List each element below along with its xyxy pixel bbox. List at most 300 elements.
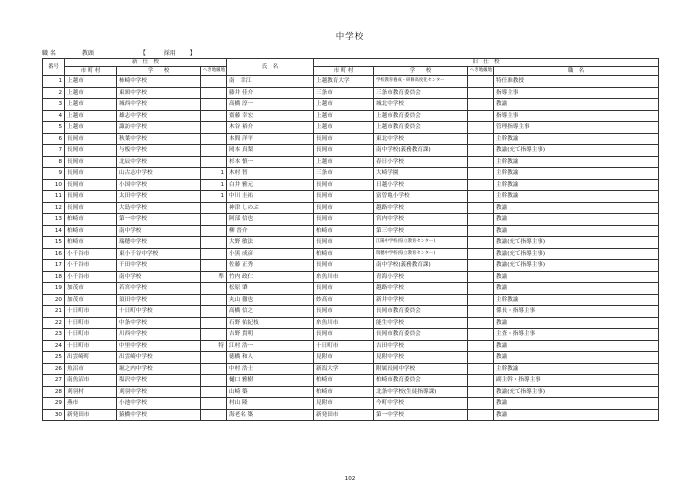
old-remote (468, 237, 494, 249)
new-remote (201, 110, 227, 122)
old-remote (468, 294, 494, 306)
teacher-name: 神津 しのぶ (227, 202, 314, 214)
row-number: 27 (43, 375, 65, 387)
table-row (43, 122, 659, 134)
old-school: 南中学校(義務教育課) (374, 260, 468, 272)
old-school: 春日小学校 (374, 156, 468, 168)
teacher-name: 杉本 慎一 (227, 156, 314, 168)
row-number: 3 (43, 99, 65, 111)
new-remote (201, 294, 227, 306)
old-city: 新発田市 (314, 409, 374, 421)
old-remote (468, 156, 494, 168)
old-position: 係長・指導主事 (494, 306, 659, 318)
old-remote (468, 329, 494, 341)
old-school: 新井中学校 (374, 294, 468, 306)
old-position: 特任准教授 (494, 76, 659, 88)
new-school: 刈羽中学校 (117, 386, 201, 398)
row-number: 1 (43, 76, 65, 88)
old-remote (468, 122, 494, 134)
old-position: 管理指導主事 (494, 122, 659, 134)
row-number: 7 (43, 145, 65, 157)
table-row (43, 191, 659, 203)
old-position: 教諭(充て指導主事) (494, 237, 659, 249)
new-city: 加茂市 (65, 283, 117, 295)
new-remote (201, 99, 227, 111)
table-row (43, 214, 659, 226)
new-school: 出雲崎中学校 (117, 352, 201, 364)
teacher-name: 山崎 築 (227, 386, 314, 398)
row-number: 2 (43, 87, 65, 99)
old-city: 長岡市 (314, 260, 374, 272)
new-remote: 1 (201, 179, 227, 191)
header-city: 市 町 村 (65, 67, 117, 76)
new-school: 与板中学校 (117, 145, 201, 157)
new-school: 若宮中学校 (117, 283, 201, 295)
old-city: 長岡市 (314, 145, 374, 157)
teacher-name: 木谷 裕介 (227, 122, 314, 134)
old-remote (468, 352, 494, 364)
teacher-name: 高橋 淳一 (227, 99, 314, 111)
new-city: 長岡市 (65, 145, 117, 157)
new-school: 南中学校 (117, 225, 201, 237)
old-school: 附属長岡中学校 (374, 363, 468, 375)
old-position: 主幹教諭 (494, 179, 659, 191)
table-row (43, 363, 659, 375)
old-remote (468, 214, 494, 226)
new-remote (201, 202, 227, 214)
new-school: 小池中学校 (117, 398, 201, 410)
old-school: 上越市教育委員会 (374, 122, 468, 134)
teacher-name: 阿部 信也 (227, 214, 314, 226)
bracket-open: 【 (139, 50, 146, 57)
old-school: 柏崎市教育委員会 (374, 375, 468, 387)
old-city: 柏崎市 (314, 375, 374, 387)
old-school: 三条市教育委員会 (374, 87, 468, 99)
new-school: 第一中学校 (117, 214, 201, 226)
old-position: 教諭 (494, 271, 659, 283)
old-position: 主幹教諭 (494, 168, 659, 180)
old-city: 糸魚川市 (314, 271, 374, 283)
old-city: 新潟大学 (314, 363, 374, 375)
row-number: 13 (43, 214, 65, 226)
new-city: 小千谷市 (65, 271, 117, 283)
info-row (42, 48, 196, 57)
table-row (43, 409, 659, 421)
new-school: 太田中学校 (117, 191, 201, 203)
old-city: 上越市 (314, 122, 374, 134)
new-city: 長岡市 (65, 191, 117, 203)
new-school: 大島中学校 (117, 202, 201, 214)
new-city: 長岡市 (65, 179, 117, 191)
table-row (43, 145, 659, 157)
old-position: 教諭 (494, 340, 659, 352)
old-position: 主査・指導主事 (494, 329, 659, 341)
new-remote (201, 386, 227, 398)
table-row (43, 133, 659, 145)
new-city: 南魚沼市 (65, 375, 117, 387)
roster-body (43, 76, 659, 421)
old-school: 南中学校(義務教育課) (374, 145, 468, 157)
new-remote (201, 317, 227, 329)
old-position: 教諭 (494, 398, 659, 410)
table-row (43, 76, 659, 88)
old-city: 三条市 (314, 168, 374, 180)
row-number: 5 (43, 122, 65, 134)
new-city: 柏崎市 (65, 237, 117, 249)
old-school: 城北中学校 (374, 99, 468, 111)
new-school: 中条中学校 (117, 317, 201, 329)
new-city: 長岡市 (65, 168, 117, 180)
row-number: 20 (43, 294, 65, 306)
new-city: 長岡市 (65, 133, 117, 145)
old-remote (468, 398, 494, 410)
old-remote (468, 271, 494, 283)
new-city: 長岡市 (65, 156, 117, 168)
old-position: 教諭(充て指導主事) (494, 145, 659, 157)
old-city: 長岡市 (314, 191, 374, 203)
teacher-name: 海老名 築 (227, 409, 314, 421)
row-number: 17 (43, 260, 65, 272)
new-remote: 1 (201, 191, 227, 203)
old-remote (468, 145, 494, 157)
table-row (43, 329, 659, 341)
teacher-name: 本間 洋平 (227, 133, 314, 145)
new-remote (201, 306, 227, 318)
old-school: 長岡市教育委員会 (374, 329, 468, 341)
category-value: 採用 (163, 50, 176, 57)
old-city: 十日町市 (314, 340, 374, 352)
header-old-remote: へき地級地 (468, 67, 494, 76)
old-position: 主幹教諭 (494, 363, 659, 375)
old-school: 瑞穂中学校(県立教育センター) (374, 248, 468, 260)
teacher-name: 岡本 真梨 (227, 145, 314, 157)
teacher-name: 大野 敏法 (227, 237, 314, 249)
old-city: 上越教育大学 (314, 76, 374, 88)
table-row (43, 156, 659, 168)
old-remote (468, 225, 494, 237)
page-title: 中学校 (335, 32, 365, 42)
new-school: 川西中学校 (117, 329, 201, 341)
teacher-name: 竹内 政仁 (227, 271, 314, 283)
new-remote (201, 398, 227, 410)
old-position: 教諭 (494, 202, 659, 214)
new-school: 瑞穂中学校 (117, 237, 201, 249)
table-row (43, 283, 659, 295)
new-school: 塩沢中学校 (117, 375, 201, 387)
row-number: 21 (43, 306, 65, 318)
new-city: 上越市 (65, 76, 117, 88)
old-remote (468, 191, 494, 203)
new-remote (201, 133, 227, 145)
old-position: 主幹教諭 (494, 156, 659, 168)
row-number: 6 (43, 133, 65, 145)
row-number: 14 (43, 225, 65, 237)
old-school: 上越市教育委員会 (374, 110, 468, 122)
row-number: 9 (43, 168, 65, 180)
row-number: 11 (43, 191, 65, 203)
new-city: 小千谷市 (65, 260, 117, 272)
new-school: 千田中学校 (117, 260, 201, 272)
new-remote (201, 409, 227, 421)
post-value: 教頭 (81, 50, 94, 57)
old-school: 学校教育養成・研修高度化センター (374, 76, 468, 88)
new-remote: 1 (201, 168, 227, 180)
teacher-name: 佐藤 正秀 (227, 260, 314, 272)
teacher-name: 村山 隆 (227, 398, 314, 410)
row-number: 10 (43, 179, 65, 191)
old-city: 長岡市 (314, 202, 374, 214)
old-position: 主幹教諭 (494, 191, 659, 203)
row-number: 29 (43, 398, 65, 410)
new-school: 城西中学校 (117, 99, 201, 111)
new-city: 十日町市 (65, 317, 117, 329)
new-city: 上越市 (65, 87, 117, 99)
old-school: 富曽亀小学校 (374, 191, 468, 203)
old-remote (468, 202, 494, 214)
new-city: 上越市 (65, 122, 117, 134)
old-school: 越路中学校 (374, 283, 468, 295)
old-position: 指導主事 (494, 87, 659, 99)
table-row (43, 179, 659, 191)
old-position: 副主幹・指導主事 (494, 375, 659, 387)
old-city: 上越市 (314, 110, 374, 122)
old-school: 今町中学校 (374, 398, 468, 410)
new-city: 柏崎市 (65, 214, 117, 226)
old-city: 長岡市 (314, 283, 374, 295)
new-school: 十日町中学校 (117, 306, 201, 318)
old-remote (468, 168, 494, 180)
teacher-name: 松原 肇 (227, 283, 314, 295)
old-school: 第一中学校 (374, 409, 468, 421)
teacher-name: 小黒 成彦 (227, 248, 314, 260)
page-number: 102 (344, 476, 356, 482)
new-school: 北辰中学校 (117, 156, 201, 168)
new-school: 雄志中学校 (117, 110, 201, 122)
old-remote (468, 248, 494, 260)
new-remote (201, 283, 227, 295)
header-old-city: 市 町 村 (314, 67, 374, 76)
old-city: 上越市 (314, 99, 374, 111)
old-city: 長岡市 (314, 214, 374, 226)
old-remote (468, 375, 494, 387)
old-city: 長岡市 (314, 237, 374, 249)
new-city: 柏崎市 (65, 225, 117, 237)
old-position: 教諭 (494, 99, 659, 111)
bracket-close: 】 (189, 50, 196, 57)
table-row (43, 386, 659, 398)
old-school: 宮内中学校 (374, 214, 468, 226)
row-number: 22 (43, 317, 65, 329)
old-position: 教諭 (494, 317, 659, 329)
old-remote (468, 99, 494, 111)
new-city: 上越市 (65, 99, 117, 111)
old-remote (468, 409, 494, 421)
new-school: 堀之内中学校 (117, 363, 201, 375)
new-school: 南中学校 (117, 271, 201, 283)
old-city: 上越市 (314, 156, 374, 168)
new-remote (201, 145, 227, 157)
old-position: 主幹教諭 (494, 294, 659, 306)
new-city: 出雲崎町 (65, 352, 117, 364)
old-city: 柏崎市 (314, 248, 374, 260)
table-row (43, 87, 659, 99)
old-city: 糸魚川市 (314, 317, 374, 329)
teacher-name: 藤井 佳介 (227, 87, 314, 99)
teacher-name: 中川 圭祐 (227, 191, 314, 203)
old-school: 北条中学校(生徒指導課) (374, 386, 468, 398)
old-position: 指導主事 (494, 110, 659, 122)
old-city: 長岡市 (314, 179, 374, 191)
new-remote (201, 260, 227, 272)
teacher-name: 石野 佑紀枝 (227, 317, 314, 329)
teacher-name: 徳橋 和人 (227, 352, 314, 364)
header-position: 職 名 (494, 67, 659, 76)
new-school: 東頸中学校 (117, 87, 201, 99)
new-remote (201, 214, 227, 226)
old-position: 教諭(充て指導主事) (494, 386, 659, 398)
new-remote (201, 122, 227, 134)
new-remote (201, 248, 227, 260)
new-remote (201, 352, 227, 364)
new-remote (201, 363, 227, 375)
teacher-name: 白井 雅元 (227, 179, 314, 191)
old-position: 教諭(充て指導主事) (494, 260, 659, 272)
header-school: 学 校 (117, 67, 201, 76)
old-remote (468, 306, 494, 318)
header-old-school-col: 学 校 (374, 67, 468, 76)
new-city: 新発田市 (65, 409, 117, 421)
header-new-school: 新 任 校 (65, 59, 227, 67)
table-row (43, 317, 659, 329)
row-number: 12 (43, 202, 65, 214)
table-row (43, 306, 659, 318)
teacher-name: 南 幸江 (227, 76, 314, 88)
old-school: 見附中学校 (374, 352, 468, 364)
old-remote (468, 363, 494, 375)
old-school: 東北中学校 (374, 133, 468, 145)
row-number: 18 (43, 271, 65, 283)
table-row (43, 248, 659, 260)
new-remote (201, 225, 227, 237)
new-city: 十日町市 (65, 329, 117, 341)
old-position: 主幹教諭 (494, 133, 659, 145)
teacher-name: 丸山 徹也 (227, 294, 314, 306)
old-school: 大崎学園 (374, 168, 468, 180)
table-row (43, 99, 659, 111)
old-remote (468, 283, 494, 295)
old-position: 教諭 (494, 352, 659, 364)
teacher-name: 中村 浩士 (227, 363, 314, 375)
table-row (43, 168, 659, 180)
old-city: 柏崎市 (314, 225, 374, 237)
old-city: 長岡市 (314, 133, 374, 145)
row-number: 23 (43, 329, 65, 341)
old-remote (468, 386, 494, 398)
old-city: 長岡市 (314, 329, 374, 341)
teacher-name: 柳 晋介 (227, 225, 314, 237)
old-remote (468, 260, 494, 272)
old-school: 越路中学校 (374, 202, 468, 214)
new-school: 柿崎中学校 (117, 76, 201, 88)
table-row (43, 237, 659, 249)
row-number: 30 (43, 409, 65, 421)
new-remote (201, 237, 227, 249)
old-school: 第三中学校 (374, 225, 468, 237)
old-position: 教諭 (494, 225, 659, 237)
old-city: 三条市 (314, 87, 374, 99)
old-city: 長岡市 (314, 306, 374, 318)
table-row (43, 340, 659, 352)
new-school: 小国中学校 (117, 179, 201, 191)
teacher-name: 江村 浩一 (227, 340, 314, 352)
row-number: 19 (43, 283, 65, 295)
new-city: 加茂市 (65, 294, 117, 306)
new-city: 十日町市 (65, 340, 117, 352)
teacher-name: 齋藤 幸宏 (227, 110, 314, 122)
old-position: 教諭 (494, 409, 659, 421)
new-school: 東小千谷中学校 (117, 248, 201, 260)
old-school: 青海小学校 (374, 271, 468, 283)
old-city: 妙高市 (314, 294, 374, 306)
row-number: 8 (43, 156, 65, 168)
new-city: 小千谷市 (65, 248, 117, 260)
row-number: 26 (43, 363, 65, 375)
row-number: 25 (43, 352, 65, 364)
table-row (43, 110, 659, 122)
old-position: 教諭(充て指導主事) (494, 248, 659, 260)
post-label: 職 名 (42, 50, 56, 57)
old-remote (468, 110, 494, 122)
teacher-name: 吉野 貴明 (227, 329, 314, 341)
new-school: 諏訪中学校 (117, 122, 201, 134)
new-remote (201, 156, 227, 168)
new-school: 須田中学校 (117, 294, 201, 306)
new-remote (201, 87, 227, 99)
header-remote: へき地級地 (201, 67, 227, 76)
row-number: 24 (43, 340, 65, 352)
table-row (43, 260, 659, 272)
old-position: 教諭 (494, 283, 659, 295)
new-remote (201, 375, 227, 387)
teacher-name: 樋口 雅樹 (227, 375, 314, 387)
new-city: 燕市 (65, 398, 117, 410)
new-city: 刈羽村 (65, 386, 117, 398)
teacher-name: 高橋 信之 (227, 306, 314, 318)
new-city: 魚沼市 (65, 363, 117, 375)
old-city: 見附市 (314, 352, 374, 364)
header-name: 氏 名 (227, 59, 314, 76)
row-number: 28 (43, 386, 65, 398)
new-school: 中里中学校 (117, 340, 201, 352)
old-position: 教諭 (494, 214, 659, 226)
table-row (43, 294, 659, 306)
old-remote (468, 87, 494, 99)
teacher-name: 木村 智 (227, 168, 314, 180)
old-school: 江陽中学校(県立教育センター) (374, 237, 468, 249)
row-number: 16 (43, 248, 65, 260)
table-row (43, 202, 659, 214)
new-school: 秋葉中学校 (117, 133, 201, 145)
new-school: 猿橋中学校 (117, 409, 201, 421)
old-remote (468, 133, 494, 145)
header-old-school: 旧 任 校 (314, 59, 659, 67)
old-school: 吉田中学校 (374, 340, 468, 352)
new-city: 上越市 (65, 110, 117, 122)
old-city: 見附市 (314, 398, 374, 410)
roster-table (42, 58, 659, 421)
new-remote (201, 329, 227, 341)
row-number: 4 (43, 110, 65, 122)
